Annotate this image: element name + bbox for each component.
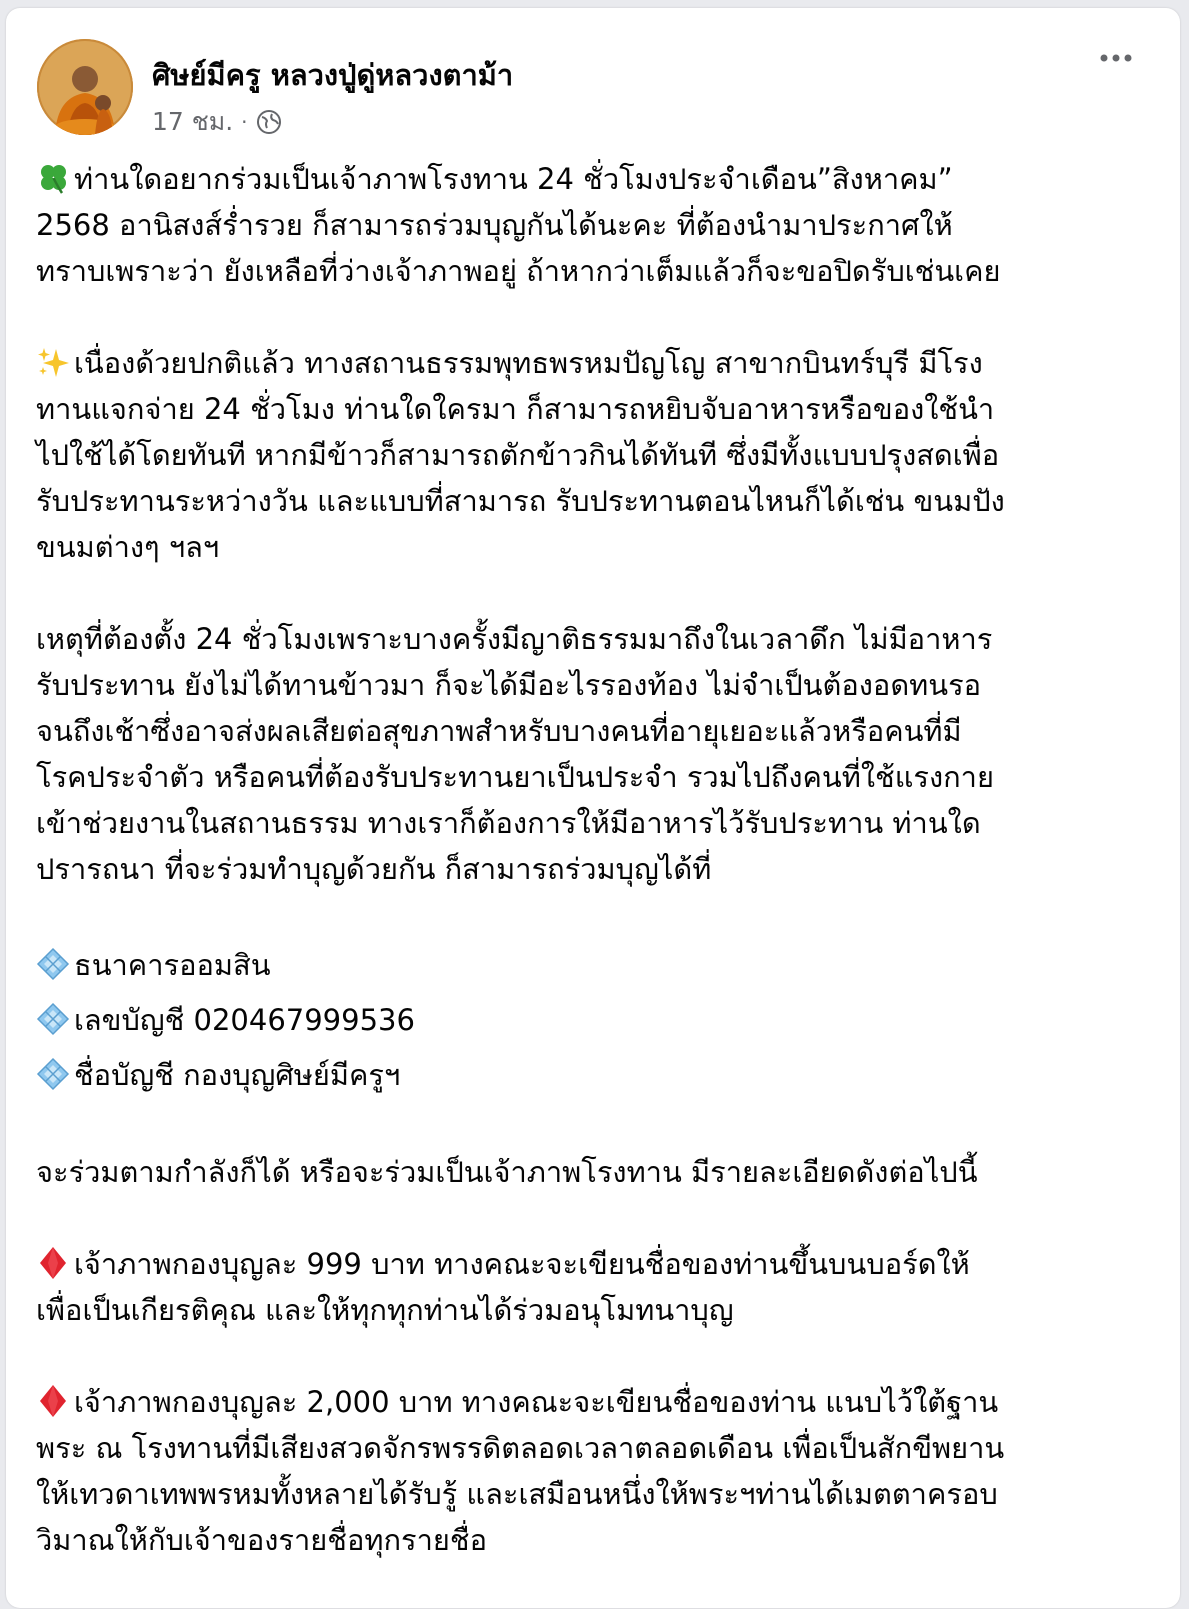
bank-details — [36, 938, 1156, 1103]
text-line: วิมาณให้กับเจ้าของรายชื่อทุกรายชื่อ — [36, 1523, 488, 1557]
text-line: เหตุที่ต้องตั้ง 24 ชั่วโมงเพราะบางครั้งมีญาติธรรมมาถึงในเวลาดึก ไม่มีอาหาร — [36, 622, 993, 656]
red-diamond-icon — [36, 1246, 70, 1280]
text-line: ทานแจกจ่าย 24 ชั่วโมง ท่านใดใครมา ก็สามารถหยิบจับอาหารหรือของใช้นำ — [36, 392, 995, 426]
post-paragraph — [36, 340, 1156, 570]
diamond-with-dot-icon — [36, 947, 70, 981]
account-number-line — [36, 993, 1156, 1048]
text-line: เข้าช่วยงานในสถานธรรม ทางเราก็ต้องการให้มีอาหารไว้รับประทาน ท่านใด — [36, 806, 981, 840]
meta-separator: · — [241, 110, 248, 134]
post-card — [6, 8, 1180, 1608]
page-avatar[interactable] — [37, 39, 133, 135]
post-paragraph — [36, 1149, 1156, 1195]
monk-portrait-icon — [37, 39, 133, 135]
bank-name-line — [36, 938, 1156, 993]
account-number: เลขบัญชี 020467999536 — [74, 1003, 415, 1037]
text-line: โรคประจำตัว หรือคนที่ต้องรับประทานยาเป็นประจำ รวมไปถึงคนที่ใช้แรงกาย — [36, 760, 994, 794]
diamond-with-dot-icon — [36, 1057, 70, 1091]
line-text: ท่านใดอยากร่วมเป็นเจ้าภาพโรงทาน 24 ชั่วโมงประจำเดือน”สิงหาคม” — [74, 162, 953, 196]
text-line: พระ ณ โรงทานที่มีเสียงสวดจักรพรรดิตลอดเวลาตลอดเดือน เพื่อเป็นสักขีพยาน — [36, 1431, 1005, 1465]
diamond-with-dot-icon — [36, 1002, 70, 1036]
post-paragraph — [36, 156, 1156, 294]
line-text: เนื่องด้วยปกติแล้ว ทางสถานธรรมพุทธพรหมปัญโญ สาขากบินทร์บุรี มีโรง — [74, 346, 983, 380]
text-line: ไปใช้ได้โดยทันที หากมีข้าวก็สามารถตักข้าวกินได้ทันที ซึ่งมีทั้งแบบปรุงสดเพื่อ — [36, 438, 1000, 472]
post-paragraph — [36, 616, 1156, 892]
four-leaf-clover-icon — [36, 161, 70, 195]
text-line: เพื่อเป็นเกียรติคุณ และให้ทุกทุกท่านได้ร่วมอนุโมทนาบุญ — [36, 1293, 734, 1327]
text-line: ทราบเพราะว่า ยังเหลือที่ว่างเจ้าภาพอยู่ ถ้าหากว่าเต็มแล้วก็จะขอปิดรับเช่นเคย — [36, 254, 1001, 288]
globe-icon — [256, 109, 282, 135]
text-line: รับประทานระหว่างวัน และแบบที่สามารถ รับประทานตอนไหนก็ได้เช่น ขนมปัง — [36, 484, 1005, 518]
text-line — [36, 1241, 1156, 1287]
text-line: จนถึงเช้าซึ่งอาจส่งผลเสียต่อสุขภาพสำหรับบางคนที่อายุเยอะแล้วหรือคนที่มี — [36, 714, 962, 748]
text-line: 2568 อานิสงส์ร่ำรวย ก็สามารถร่วมบุญกันได้นะคะ ที่ต้องนำมาประกาศให้ — [36, 208, 953, 242]
text-line: ขนมต่างๆ ฯลฯ — [36, 530, 220, 564]
text-line — [36, 340, 1156, 386]
line-text: เจ้าภาพกองบุญละ 999 บาท ทางคณะจะเขียนชื่อของท่านขึ้นบนบอร์ดให้ — [74, 1247, 970, 1281]
post-meta — [152, 102, 282, 142]
text-line: ให้เทวดาเทพพรหมทั้งหลายได้รับรู้ และเสมือนหนึ่งให้พระฯท่านได้เมตตาครอบ — [36, 1477, 998, 1511]
red-diamond-icon — [36, 1384, 70, 1418]
bank-name: ธนาคารออมสิน — [74, 948, 271, 982]
page-name[interactable]: ศิษย์มีครู หลวงปู่ดู่หลวงตาม้า — [152, 58, 514, 92]
text-line — [36, 1379, 1156, 1425]
text-line — [36, 156, 1156, 202]
more-options-icon[interactable] — [1096, 48, 1136, 68]
text-line: ปรารถนา ที่จะร่วมทำบุญด้วยกัน ก็สามารถร่วมบุญได้ที่ — [36, 852, 712, 886]
text-line: จะร่วมตามกำลังก็ได้ หรือจะร่วมเป็นเจ้าภาพโรงทาน มีรายละเอียดดังต่อไปนี้ — [36, 1155, 978, 1189]
text-line: รับประทาน ยังไม่ได้ทานข้าวมา ก็จะได้มีอะไรรองท้อง ไม่จำเป็นต้องอดทนรอ — [36, 668, 982, 702]
sponsor-tier — [36, 1379, 1156, 1563]
account-name-line — [36, 1048, 1156, 1103]
line-text: เจ้าภาพกองบุญละ 2,000 บาท ทางคณะจะเขียนชื่อของท่าน แนบไว้ใต้ฐาน — [74, 1385, 999, 1419]
post-timestamp[interactable]: 17 ชม. — [152, 107, 234, 136]
account-name: ชื่อบัญชี กองบุญศิษย์มีครูฯ — [74, 1058, 401, 1092]
post-body — [36, 156, 1156, 1609]
sponsor-tier — [36, 1241, 1156, 1333]
sparkles-icon — [36, 345, 70, 379]
